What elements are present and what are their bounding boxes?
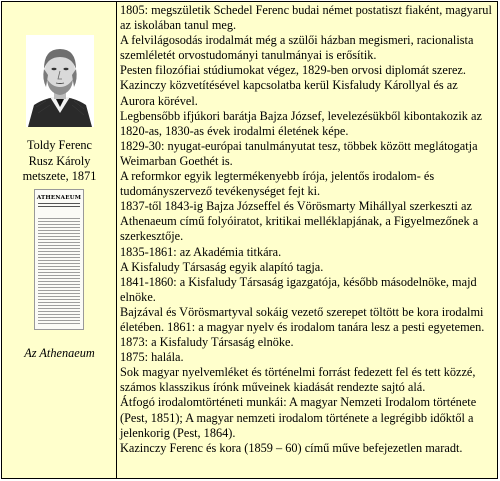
- bio-entry: 1805: megszületik Schedel Ferenc budai német postatiszt fiaként, magyarul az iskolában tanul meg.: [120, 3, 492, 33]
- biography-table: [1, 1, 498, 479]
- bio-entry: Átfogó irodalomtörténeti munkái: A magyar Nemzeti Irodalom története (Pest, 1851); A magyar nemzeti irodalom története a legrégibb időktől a jelenkorig (Pest, 1864).: [120, 395, 477, 440]
- bio-entry: Kazinczy közvetítésével kapcsolatba kerül Kisfaludy Károllyal és az Aurora körével.: [120, 78, 458, 108]
- bio-entry: Bajzával és Vörösmartyval sokáig vezető szerepet töltött be kora irodalmi életében. 1861: a magyar nyelv és irodalom tanára lesz a pesti egyetemen.: [120, 304, 485, 334]
- bio-entry: 1835-1861: az Akadémia titkára.: [120, 244, 282, 259]
- bio-entry: Pesten filozófiai stúdiumokat végez, 1829-ben orvosi diplomát szerez.: [120, 63, 466, 78]
- bio-entry: Kazinczy Ferenc és kora (1859 – 60) című műve befejezetlen maradt.: [120, 440, 463, 455]
- athenaeum-caption: Az Athenaeum: [24, 346, 95, 360]
- bio-entry: A felvilágosodás irodalmát még a szülői házban megismeri, racionalista szemléletét orvostudományi tanulmányai is erősítik.: [120, 33, 474, 63]
- bio-entry: 1829-30: nyugat-európai tanulmányutat tesz, többek között meglátogatja Weimarban Goethét is.: [120, 138, 478, 168]
- bio-entry: A Kisfaludy Társaság egyik alapító tagja.: [120, 259, 324, 274]
- bio-entry: 1873: a Kisfaludy Társaság elnöke.: [120, 335, 294, 350]
- bio-entry: 1875: halála.: [120, 350, 184, 365]
- bio-entry: 1837-től 1843-ig Bajza Józseffel és Vörösmarty Mihállyal szerkeszti az Athenaeum című folyóiratot, kritikai melléklapjának, a Figyelmezőnek a szerkesztője.: [120, 199, 479, 244]
- athenaeum-masthead: ATHENAEUM: [36, 195, 82, 201]
- athenaeum-cover-image: [34, 189, 84, 330]
- image-column: [2, 2, 117, 478]
- bio-entry: Legbensőbb ifjúkori barátja Bajza József, levelezésükből kibontakozik az 1820-as, 1830-as évek irodalmi életének képe.: [120, 108, 482, 138]
- portrait-engraving: [26, 35, 94, 127]
- bio-entry: A reformkor egyik legtermékenyebb írója, jelentős irodalom- és tudományszervező tevékenységet fejt ki.: [120, 169, 435, 199]
- bio-entry: 1841-1860: a Kisfaludy Társaság igazgatója, később másodelnöke, majd elnöke.: [120, 274, 477, 304]
- bio-entry: Sok magyar nyelvemléket és történelmi forrást fedezett fel és tett közzé, számos klasszikus írónk műveinek kiadását rendezte sajtó alá.: [120, 365, 476, 395]
- portrait-caption: Toldy Ferenc Rusz Károly metszete, 1871: [22, 138, 97, 183]
- biography-text: [117, 2, 497, 478]
